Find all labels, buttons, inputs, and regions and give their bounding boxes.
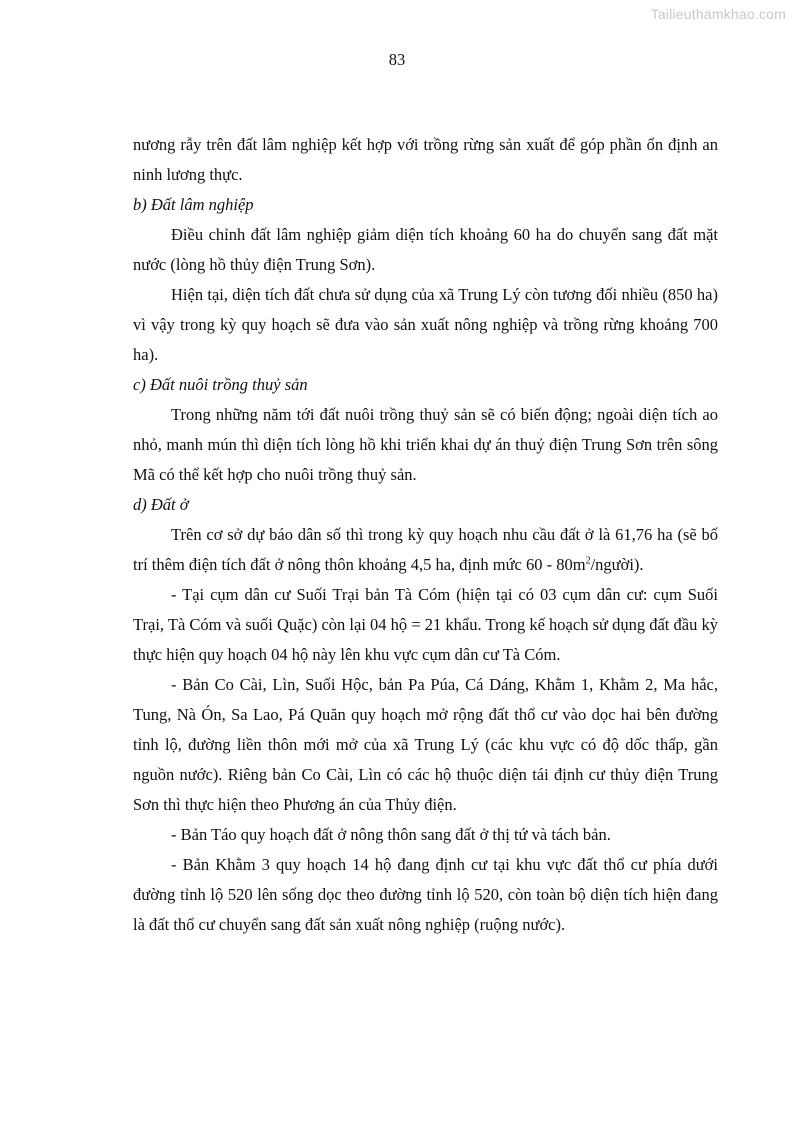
watermark: Tailieuthamkhao.com [650, 6, 786, 22]
paragraph: - Bản Táo quy hoạch đất ở nông thôn sang đất ở thị tứ và tách bản. [171, 825, 611, 844]
superscript: 2 [585, 555, 591, 567]
paragraph: Điều chỉnh đất lâm nghiệp giảm diện tích khoảng 60 ha do chuyển sang đất mặt nước (lòng hồ thủy điện Trung Sơn). [133, 225, 718, 274]
page-number: 83 [388, 50, 406, 69]
paragraph-text-tail: /người). [590, 555, 644, 574]
paragraph: nương rẫy trên đất lâm nghiệp kết hợp với trồng rừng sản xuất để góp phần ổn định an ninh lương thực. [133, 135, 718, 184]
paragraph: Trong những năm tới đất nuôi trồng thuỷ sản sẽ có biến động; ngoài diện tích ao nhỏ, manh mún thì diện tích lòng hồ khi triển khai dự án thuỷ điện Trung Sơn trên sông Mã có thể kết hợp cho nuôi trồng thuỷ sản. [133, 405, 718, 484]
section-heading: c) Đất nuôi trồng thuỷ sản [133, 375, 308, 394]
paragraph: - Bản Co Cài, Lìn, Suối Hộc, bản Pa Púa, Cá Dáng, Khằm 1, Khằm 2, Ma hắc, Tung, Nà Ón, Sa Lao, Pá Quăn quy hoạch mở rộng đất thổ cư vào dọc hai bên đường tỉnh lộ, đường liền thôn mới mở của xã Trung Lý (các khu vực có độ dốc thấp, gần nguồn nước). Riêng bản Co Cài, Lìn có các hộ thuộc diện tái định cư thủy điện Trung Sơn thì thực hiện theo Phương án của Thủy điện. [133, 675, 718, 814]
section-heading: d) Đất ở [133, 495, 189, 514]
paragraph: - Bản Khằm 3 quy hoạch 14 hộ đang định cư tại khu vực đất thổ cư phía dưới đường tỉnh lộ 520 lên sống dọc theo đường tỉnh lộ 520, còn toàn bộ diện tích hiện đang là đất thổ cư chuyển sang đất sản xuất nông nghiệp (ruộng nước). [133, 855, 718, 934]
paragraph: - Tại cụm dân cư Suối Trại bản Tà Cóm (hiện tại có 03 cụm dân cư: cụm Suối Trại, Tà Cóm và suối Quặc) còn lại 04 hộ = 21 khẩu. Trong kế hoạch sử dụng đất đầu kỳ thực hiện quy hoạch 04 hộ này lên khu vực cụm dân cư Tà Cóm. [133, 585, 718, 664]
paragraph [133, 520, 718, 580]
document-body [133, 130, 718, 940]
paragraph-text: Trên cơ sở dự báo dân số thì trong kỳ quy hoạch nhu cầu đất ở là 61,76 ha (sẽ bố trí thêm điện tích đất ở nông thôn khoảng 4,5 ha, định mức 60 - 80m [133, 525, 718, 574]
section-heading: b) Đất lâm nghiệp [133, 195, 254, 214]
paragraph: Hiện tại, diện tích đất chưa sử dụng của xã Trung Lý còn tương đối nhiều (850 ha) vì vậy trong kỳ quy hoạch sẽ đưa vào sản xuất nông nghiệp và trồng rừng khoảng 700 ha). [133, 285, 718, 364]
